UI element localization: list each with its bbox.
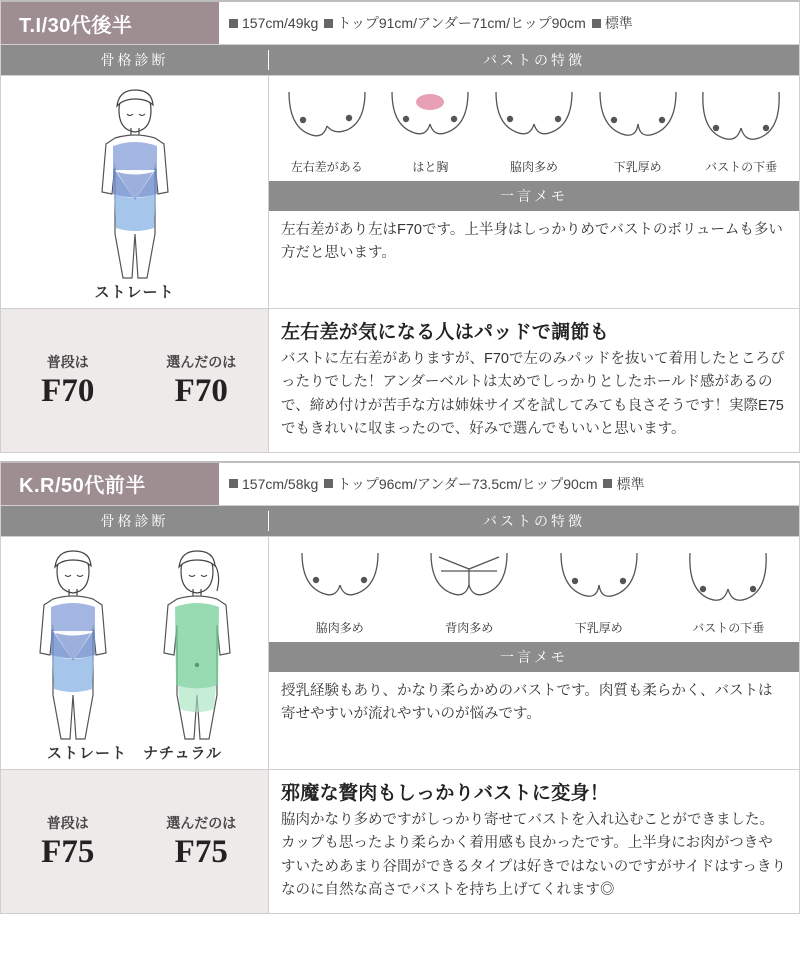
usual-size-label: 普段は	[46, 354, 89, 371]
bust-feature-label: 下乳厚め	[574, 620, 623, 635]
memo-text: 授乳経験もあり、かなり柔らかめのバストです。肉質も柔らかく、バストは寄せやすいが流れやすいのが悩みです。	[281, 682, 773, 723]
breast-side-fat-icon	[488, 86, 580, 154]
breast-lower-thick-icon	[553, 547, 645, 615]
bust-feature-item	[692, 86, 790, 175]
spec-text: トップ91cm/アンダー71cm/ヒップ90cm	[337, 15, 586, 31]
square-bullet-icon	[324, 19, 333, 28]
spec-text: 157cm/49kg	[242, 15, 319, 31]
bust-feature-label: 脇肉多め	[509, 160, 558, 174]
size-and-comment-row	[1, 308, 799, 452]
bust-feature-label: はと胸	[412, 160, 449, 174]
bust-feature-area	[269, 76, 799, 308]
comment-area	[269, 770, 799, 913]
square-bullet-icon	[229, 479, 238, 488]
column-header-bust: バストの特徴	[483, 512, 585, 529]
bust-feature-label: 左右差がある	[290, 160, 363, 174]
memo-text: 左右差があり左はF70です。上半身はしっかりめでバストのボリュームも多い方だと思います。	[281, 222, 783, 262]
square-bullet-icon	[229, 19, 238, 28]
column-header-bust: バストの特徴	[483, 52, 585, 68]
usual-size-value: F75	[41, 834, 95, 871]
breast-asymmetric-icon	[281, 86, 373, 154]
skeleton-figures	[75, 84, 195, 279]
square-bullet-icon	[592, 19, 601, 28]
comment-text: 脇肉かなり多めですがしっかり寄せてバストを入れ込むことができました。カップも思ったより柔らかく着用感も良かったです。上半身にお肉がつきやすいためあまり谷間ができるタイプは好きではないのですがサイドはすっきりなのに自然な高さでバストを持ち上げてくれます◎	[281, 811, 786, 899]
skeleton-captions	[94, 281, 174, 302]
chosen-size-value: F70	[174, 373, 228, 410]
comment-text: バストに左右差がありますが、F70で左のみパッドを抜いて着用したところぴったりでした！アンダーベルトは太めでしっかりとしたホールド感があるので、締め付けが苦手な方は姉妹サイズを試してみても良さそうです！実際E75でもきれいに収まったので、好みで選んでもいいと思います。	[281, 351, 785, 438]
reviewer-name: K.R/50代前半	[1, 463, 219, 505]
memo-header: 一言メモ	[269, 181, 799, 211]
spec-text: 157cm/58kg	[242, 475, 319, 492]
review-block	[0, 0, 800, 453]
square-bullet-icon	[324, 479, 333, 488]
comment-area	[269, 309, 799, 452]
block-header	[1, 463, 799, 505]
square-bullet-icon	[603, 479, 612, 488]
chosen-size-label: 選んだのは	[166, 354, 237, 371]
bust-feature-area	[269, 537, 799, 769]
skeleton-caption: ナチュラル	[142, 744, 223, 762]
review-block	[0, 461, 800, 914]
breast-back-fat-icon	[423, 547, 515, 615]
breast-sagging-icon	[695, 86, 787, 154]
breast-sagging-icon	[682, 547, 774, 615]
bust-feature-item	[381, 86, 479, 175]
chosen-size-value: F75	[174, 834, 228, 871]
chosen-size	[135, 813, 269, 870]
bust-feature-label: バストの下垂	[692, 620, 765, 635]
block-body	[1, 536, 799, 769]
bust-feature-label: 下乳厚め	[613, 160, 662, 174]
usual-size-value: F70	[41, 373, 95, 410]
bust-feature-label: 背肉多め	[445, 620, 494, 635]
skeleton-caption: ストレート	[46, 744, 127, 762]
body-figure-straight-icon	[13, 545, 133, 740]
column-headers	[1, 505, 799, 536]
spec-text: トップ96cm/アンダー73.5cm/ヒップ90cm	[337, 475, 598, 492]
spec-item	[592, 13, 633, 33]
breast-pigeon-icon	[384, 86, 476, 154]
skeleton-figure-area	[1, 76, 269, 308]
skeleton-caption: ストレート	[94, 284, 175, 301]
bust-feature-item	[679, 547, 777, 636]
skeleton-figure-area	[1, 537, 269, 769]
usual-size	[1, 352, 135, 409]
chosen-size	[135, 352, 269, 409]
spec-item	[603, 474, 644, 494]
comment-title: 左右差が気になる人はパッドで調節も	[281, 322, 610, 343]
bust-feature-item	[420, 547, 518, 636]
bust-feature-item	[485, 86, 583, 175]
skeleton-figures	[13, 545, 257, 740]
body-figure-natural-icon	[137, 545, 257, 740]
comment-title: 邪魔な贅肉もしっかりバストに変身！	[281, 782, 610, 804]
spec-item	[324, 474, 597, 494]
reviewer-specs	[219, 2, 799, 44]
breast-lower-thick-icon	[592, 86, 684, 154]
chosen-size-label: 選んだのは	[166, 815, 237, 832]
reviewer-name: T.I/30代後半	[1, 2, 219, 44]
bust-feature-item	[589, 86, 687, 175]
bust-feature-item	[550, 547, 648, 636]
block-header	[1, 2, 799, 44]
bust-feature-label: 脇肉多め	[315, 620, 364, 635]
spec-item	[229, 15, 318, 31]
bust-feature-list	[269, 537, 799, 636]
spec-item	[324, 13, 586, 33]
spec-text: 標準	[604, 15, 633, 31]
size-area	[1, 770, 269, 913]
body-figure-straight-icon	[75, 84, 195, 279]
column-header-skeleton: 骨格診断	[1, 50, 269, 70]
memo-header: 一言メモ	[269, 642, 799, 672]
bust-feature-label: バストの下垂	[705, 160, 778, 174]
column-header-skeleton: 骨格診断	[1, 511, 269, 531]
usual-size-label: 普段は	[46, 815, 89, 832]
size-and-comment-row	[1, 769, 799, 913]
breast-side-fat-icon	[294, 547, 386, 615]
bust-feature-item	[291, 547, 389, 636]
size-area	[1, 309, 269, 452]
usual-size	[1, 813, 135, 870]
reviewer-specs	[219, 463, 799, 505]
bust-feature-item	[278, 86, 376, 175]
spec-item	[229, 476, 318, 492]
bust-feature-list	[269, 76, 799, 175]
column-headers	[1, 44, 799, 75]
block-body	[1, 75, 799, 308]
spec-text: 標準	[616, 475, 645, 492]
skeleton-captions	[47, 742, 222, 763]
